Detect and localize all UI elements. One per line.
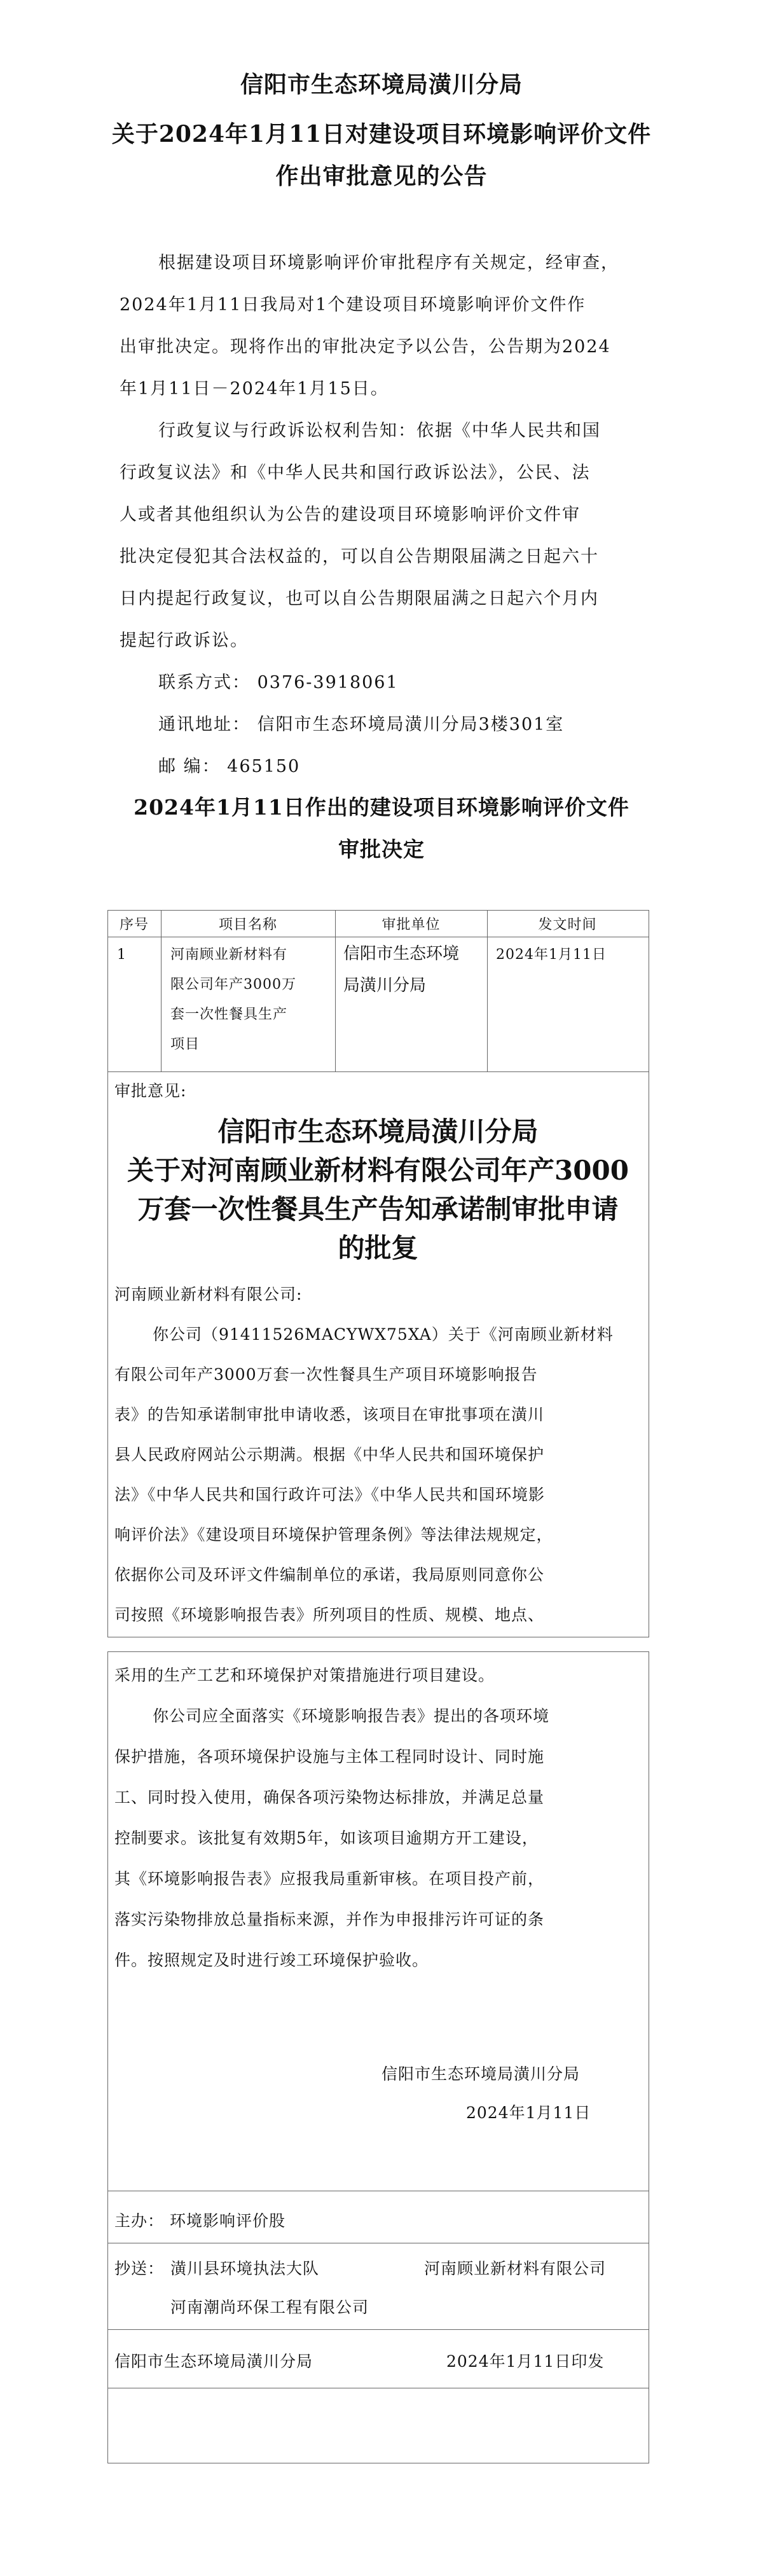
para1-line: 有限公司年产3000万套一次性餐具生产项目环境影响报告 <box>114 1365 538 1384</box>
para1-line: 法》《中华人民共和国行政许可法》《中华人民共和国环境影 <box>114 1485 546 1504</box>
contact-postcode: 邮 编： 465150 <box>158 757 301 776</box>
footer-divider <box>107 2329 649 2330</box>
contact-address: 通讯地址： 信阳市生态环境局潢川分局3楼301室 <box>158 715 565 734</box>
para2-line: 其《环境影响报告表》应报我局重新审核。在项目投产前， <box>114 1870 545 1888</box>
row-project-line: 河南顾业新材料有 <box>170 947 288 963</box>
rights-line: 日内提起行政复议，也可以自公告期限届满之日起六个月内 <box>120 589 599 609</box>
para1-line: 响评价法》《建设项目环境保护管理条例》等法律法规规定， <box>114 1526 553 1544</box>
host-line: 主办： 环境影响评价股 <box>114 2212 285 2230</box>
para2-line: 件。按照规定及时进行竣工环境保护验收。 <box>114 1951 429 1969</box>
para1-continuation: 采用的生产工艺和环境保护对策措施进行项目建设。 <box>114 1666 495 1684</box>
intro-line: 2024年1月11日我局对1个建设项目环境影响评价文件作 <box>120 295 586 315</box>
cc-recipient: 潢川县环境执法大队 <box>170 2259 320 2278</box>
rights-line: 提起行政诉讼。 <box>120 631 249 651</box>
rights-line: 行政复议与行政诉讼权利告知：依据《中华人民共和国 <box>158 421 601 441</box>
notice-title-line1: 关于2024年1月11日对建设项目环境影响评价文件 <box>111 121 652 148</box>
intro-line: 根据建设项目环境影响评价审批程序有关规定，经审查， <box>158 253 619 273</box>
intro-line: 年1月11日－2024年1月15日。 <box>120 379 389 399</box>
header-no: 序号 <box>119 917 149 933</box>
para2-line: 落实污染物排放总量指标来源，并作为申报排污许可证的条 <box>114 1910 545 1929</box>
para1-line: 依据你公司及环评文件编制单位的承诺，我局原则同意你公 <box>114 1566 545 1584</box>
para1-line: 县人民政府网站公示期满。根据《中华人民共和国环境保护 <box>114 1445 545 1464</box>
para2-line: 控制要求。该批复有效期5年，如该项目逾期方开工建设， <box>114 1829 539 1847</box>
header-date: 发文时间 <box>538 917 597 933</box>
opinion-label: 审批意见: <box>114 1082 187 1100</box>
decision-heading-line2: 审批决定 <box>338 837 425 862</box>
para1-line: 你公司（91411526MACYWX75XA）关于《河南顾业新材料 <box>153 1325 614 1344</box>
row-project-line: 套一次性餐具生产 <box>170 1007 288 1023</box>
rights-line: 行政复议法》和《中华人民共和国行政诉讼法》，公民、法 <box>120 463 591 483</box>
para2-line: 你公司应全面落实《环境影响报告表》提出的各项环境 <box>153 1707 550 1725</box>
approval-heading-line: 的批复 <box>338 1232 418 1264</box>
signature-org: 信阳市生态环境局潢川分局 <box>382 2065 581 2083</box>
approval-heading-line: 万套一次性餐具生产告知承诺制审批申请 <box>137 1194 619 1225</box>
para1-line: 司按照《环境影响报告表》所列项目的性质、规模、地点、 <box>114 1606 545 1624</box>
cc-recipient: 河南顾业新材料有限公司 <box>424 2259 607 2278</box>
row-unit-line: 局潢川分局 <box>343 976 427 995</box>
cc-label: 抄送： <box>114 2259 165 2278</box>
para2-line: 工、同时投入使用，确保各项污染物达标排放，并满足总量 <box>114 1788 545 1807</box>
para2-line: 保护措施，各项环境保护设施与主体工程同时设计、同时施 <box>114 1747 545 1766</box>
contact-phone: 联系方式： 0376-3918061 <box>158 673 399 692</box>
approval-heading-line: 关于对河南顾业新材料有限公司年产3000 <box>127 1155 629 1186</box>
continuation-frame <box>107 1651 649 2463</box>
signature-date: 2024年1月11日 <box>466 2104 591 2122</box>
rights-line: 人或者其他组织认为公告的建设项目环境影响评价文件审 <box>120 505 581 525</box>
row-date: 2024年1月11日 <box>496 947 607 963</box>
row-project-line: 限公司年产3000万 <box>170 977 296 993</box>
cc-recipient: 河南潮尚环保工程有限公司 <box>170 2298 369 2317</box>
row-no: 1 <box>117 947 127 963</box>
decision-heading-line1: 2024年1月11日作出的建设项目环境影响评价文件 <box>134 795 629 820</box>
issuer: 信阳市生态环境局潢川分局 <box>114 2352 313 2371</box>
notice-title-line2: 作出审批意见的公告 <box>275 163 488 189</box>
para1-line: 表》的告知承诺制审批申请收悉，该项目在审批事项在潢川 <box>114 1405 545 1424</box>
issue-date: 2024年1月11日印发 <box>446 2352 605 2371</box>
row-project-line: 项目 <box>170 1037 200 1052</box>
header-unit: 审批单位 <box>382 917 441 933</box>
approval-heading-line: 信阳市生态环境局潢川分局 <box>217 1116 539 1147</box>
header-project: 项目名称 <box>218 917 277 933</box>
rights-line: 批决定侵犯其合法权益的，可以自公告期限届满之日起六十 <box>120 547 599 567</box>
approval-addressee: 河南顾业新材料有限公司: <box>114 1285 303 1304</box>
intro-line: 出审批决定。现将作出的审批决定予以公告，公告期为2024 <box>120 337 611 357</box>
table-row-divider <box>107 1071 649 1072</box>
issuing-org: 信阳市生态环境局潢川分局 <box>240 71 523 98</box>
row-unit-line: 信阳市生态环境 <box>343 944 460 963</box>
